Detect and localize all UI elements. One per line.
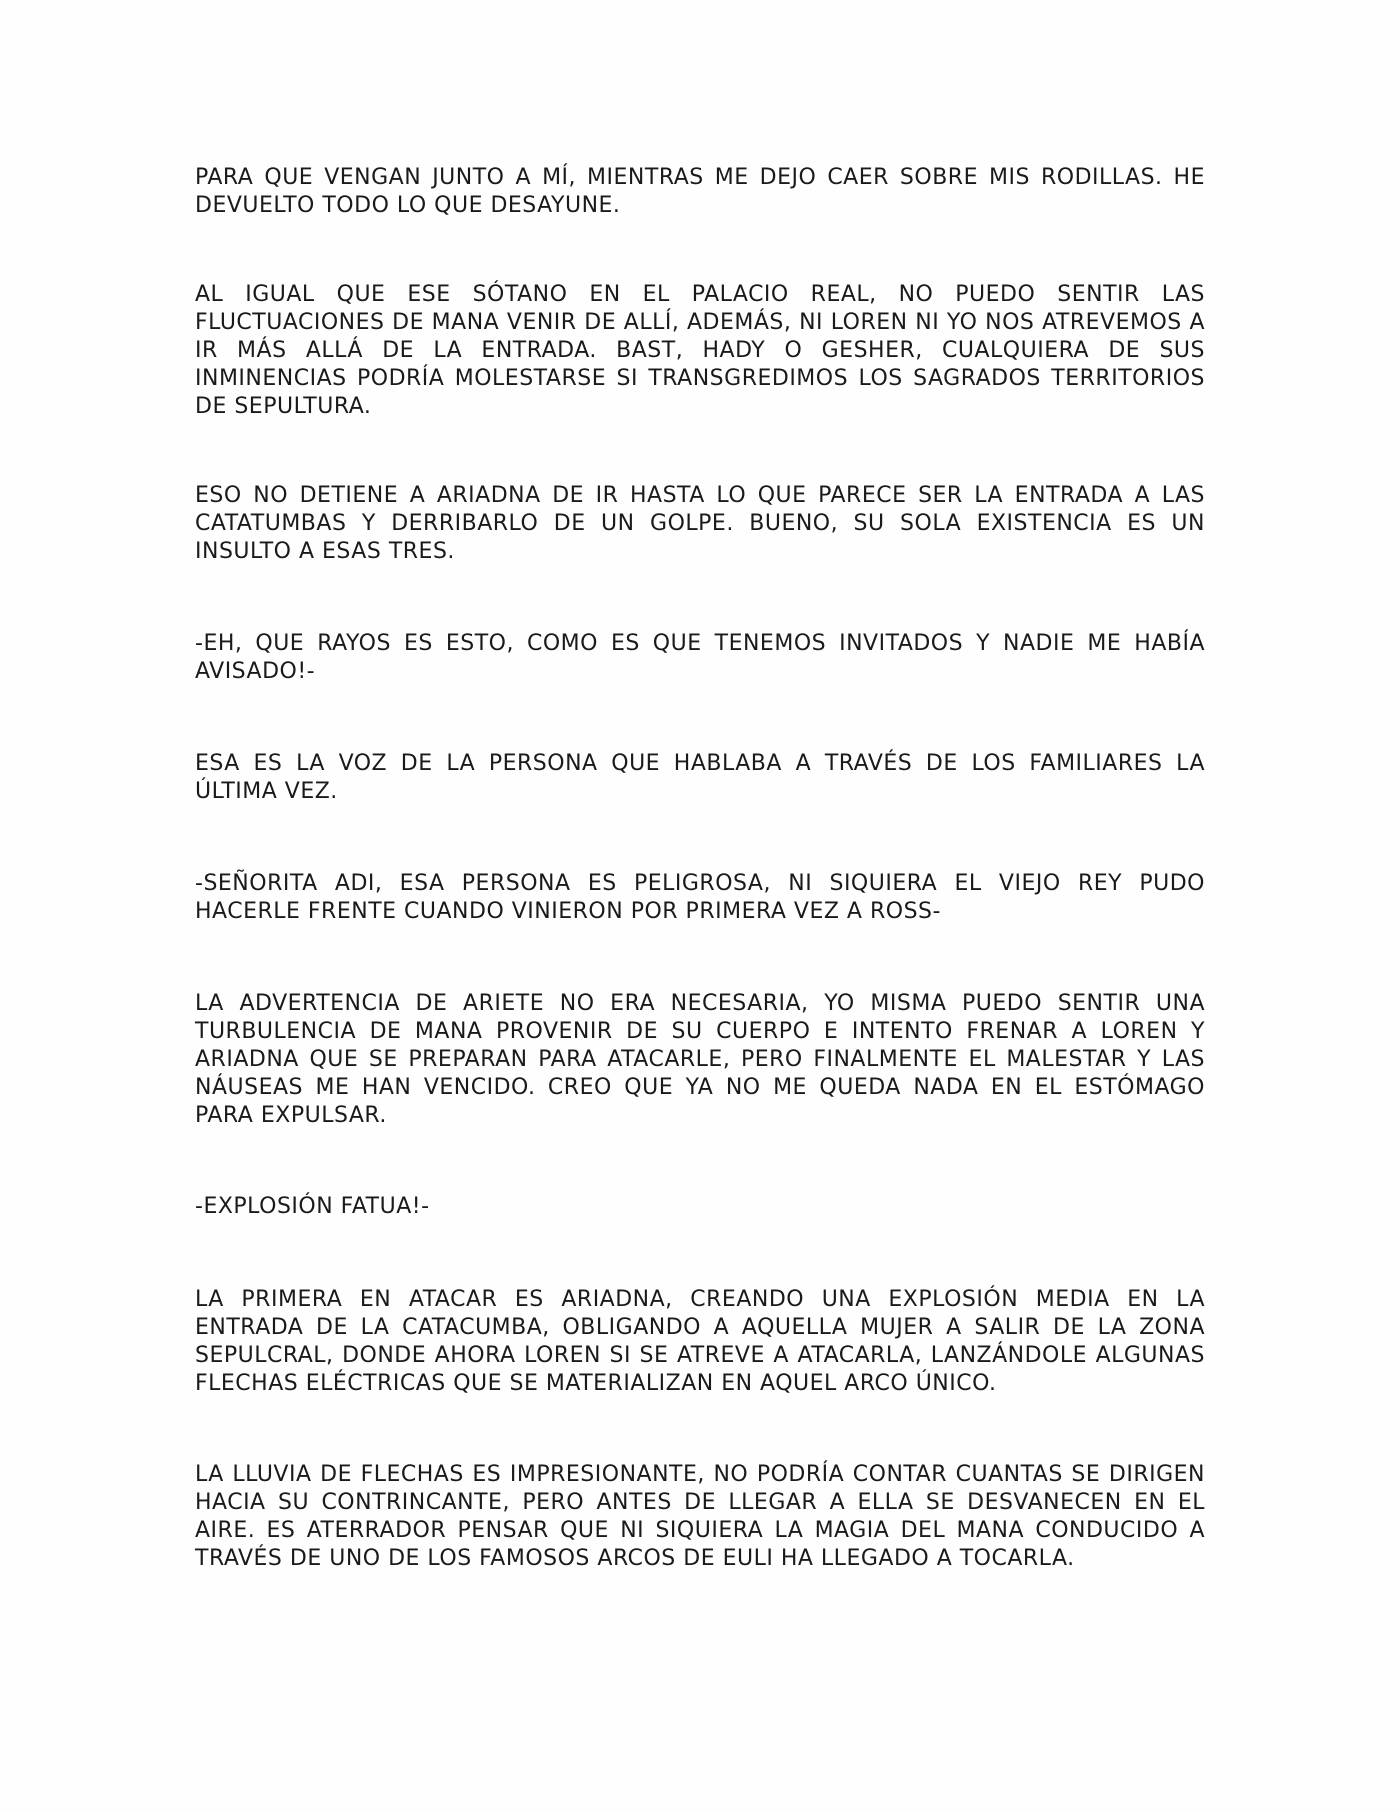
paragraph-3: ESO NO DETIENE A ARIADNA DE IR HASTA LO QUE PARECE SER LA ENTRADA A LAS CATATUMBAS Y DERRIBARLO DE UN GOLPE. BUENO, SU SOLA EXISTENCIA ES UN INSULTO A ESAS TRES. [195, 483, 1205, 564]
paragraph-9: LA PRIMERA EN ATACAR ES ARIADNA, CREANDO UNA EXPLOSIÓN MEDIA EN LA ENTRADA DE LA CATACUMBA, OBLIGANDO A AQUELLA MUJER A SALIR DE LA ZONA SEPULCRAL, DONDE AHORA LOREN SI SE ATREVE A ATACARLA, LANZÁNDOLE ALGUNAS FLECHAS ELÉCTRICAS QUE SE MATERIALIZAN EN AQUEL ARCO ÚNICO. [195, 1287, 1205, 1396]
paragraph-10: LA LLUVIA DE FLECHAS ES IMPRESIONANTE, NO PODRÍA CONTAR CUANTAS SE DIRIGEN HACIA SU CONTRINCANTE, PERO ANTES DE LLEGAR A ELLA SE DESVANECEN EN EL AIRE. ES ATERRADOR PENSAR QUE NI SIQUIERA LA MAGIA DEL MANA CONDUCIDO A TRAVÉS DE UNO DE LOS FAMOSOS ARCOS DE EULI HA LLEGADO A TOCARLA. [195, 1462, 1205, 1571]
paragraph-5: ESA ES LA VOZ DE LA PERSONA QUE HABLABA A TRAVÉS DE LOS FAMILIARES LA ÚLTIMA VEZ. [195, 751, 1205, 804]
paragraph-6-dialogue: -SEÑORITA ADI, ESA PERSONA ES PELIGROSA, NI SIQUIERA EL VIEJO REY PUDO HACERLE FRENTE CUANDO VINIERON POR PRIMERA VEZ A ROSS- [195, 871, 1205, 924]
paragraph-1: PARA QUE VENGAN JUNTO A MÍ, MIENTRAS ME DEJO CAER SOBRE MIS RODILLAS. HE DEVUELTO TODO LO QUE DESAYUNE. [195, 165, 1205, 218]
paragraph-4-dialogue: -EH, QUE RAYOS ES ESTO, COMO ES QUE TENEMOS INVITADOS Y NADIE ME HABÍA AVISADO!- [195, 631, 1205, 684]
paragraph-7: LA ADVERTENCIA DE ARIETE NO ERA NECESARIA, YO MISMA PUEDO SENTIR UNA TURBULENCIA DE MANA PROVENIR DE SU CUERPO E INTENTO FRENAR A LOREN Y ARIADNA QUE SE PREPARAN PARA ATACARLE, PERO FINALMENTE EL MALESTAR Y LAS NÁUSEAS ME HAN VENCIDO. CREO QUE YA NO ME QUEDA NADA EN EL ESTÓMAGO PARA EXPULSAR. [195, 991, 1205, 1128]
paragraph-8-dialogue: -EXPLOSIÓN FATUA!- [195, 1194, 430, 1219]
paragraph-2: AL IGUAL QUE ESE SÓTANO EN EL PALACIO REAL, NO PUEDO SENTIR LAS FLUCTUACIONES DE MANA VENIR DE ALLÍ, ADEMÁS, NI LOREN NI YO NOS ATREVEMOS A IR MÁS ALLÁ DE LA ENTRADA. BAST, HADY O GESHER, CUALQUIERA DE SUS INMINENCIAS PODRÍA MOLESTARSE SI TRANSGREDIMOS LOS SAGRADOS TERRITORIOS DE SEPULTURA. [195, 282, 1205, 419]
